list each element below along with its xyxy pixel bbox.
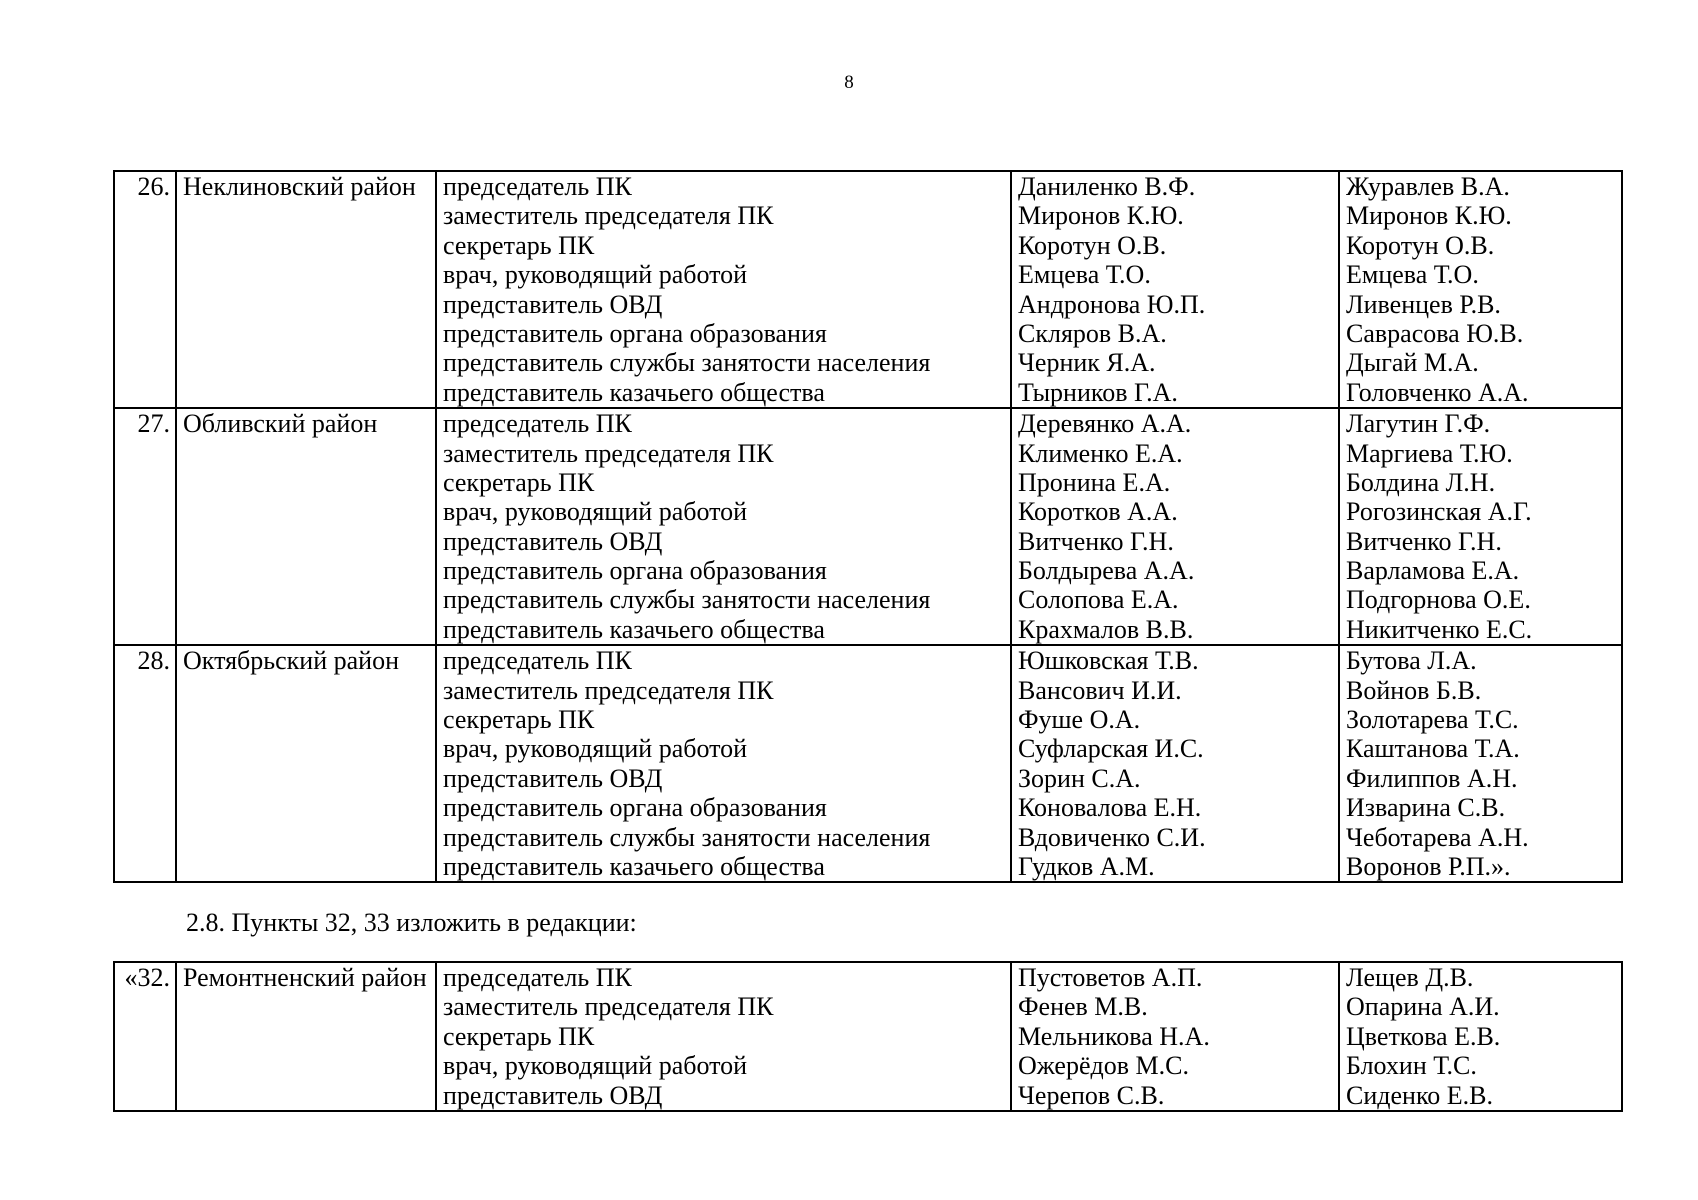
member-name: Даниленко В.Ф. bbox=[1018, 172, 1196, 201]
role-line: председатель ПК bbox=[443, 963, 632, 992]
reserve-name: Саврасова Ю.В. bbox=[1346, 318, 1524, 348]
reserve-name: Коротун О.В. bbox=[1346, 230, 1495, 260]
role-line: врач, руководящий работой bbox=[443, 497, 748, 527]
role-line: секретарь ПК bbox=[443, 467, 595, 497]
role-line: представитель ОВД bbox=[443, 1080, 663, 1110]
table-row bbox=[114, 171, 1622, 408]
reserve-name: Подгорнова О.Е. bbox=[1346, 585, 1531, 615]
member-name: Солопова Е.А. bbox=[1018, 585, 1179, 615]
member-name: Гудков А.М. bbox=[1018, 851, 1155, 881]
page-number: 8 bbox=[844, 72, 854, 93]
role-line: представитель казачьего общества bbox=[443, 614, 825, 644]
member-list bbox=[1011, 171, 1339, 408]
member-name: Вдовиченко С.И. bbox=[1018, 822, 1206, 852]
member-name: Коновалова Е.Н. bbox=[1018, 793, 1202, 823]
role-line: представитель ОВД bbox=[443, 289, 663, 319]
member-name: Суфларская И.С. bbox=[1018, 734, 1204, 764]
role-line: председатель ПК bbox=[443, 409, 632, 439]
member-name: Андронова Ю.П. bbox=[1018, 289, 1206, 319]
role-line: представитель казачьего общества bbox=[443, 377, 825, 407]
role-line: представитель ОВД bbox=[443, 763, 663, 793]
member-name: Черепов С.В. bbox=[1018, 1080, 1165, 1110]
member-name: Фуше О.А. bbox=[1018, 705, 1141, 735]
role-line: представитель казачьего общества bbox=[443, 851, 825, 881]
row-number: 28. bbox=[114, 645, 176, 882]
role-line: секретарь ПК bbox=[443, 230, 595, 260]
reserve-list bbox=[1339, 645, 1622, 882]
reserve-name: Воронов Р.П.». bbox=[1346, 851, 1511, 881]
member-name: Ожерёдов М.С. bbox=[1018, 1051, 1189, 1081]
member-name: Коротун О.В. bbox=[1018, 230, 1167, 260]
role-line: представитель органа образования bbox=[443, 556, 827, 586]
role-line: представитель службы занятости населения bbox=[443, 822, 931, 852]
reserve-name: Опарина А.И. bbox=[1346, 992, 1500, 1022]
district-name: Октябрьский район bbox=[176, 645, 436, 882]
member-name: Мельникова Н.А. bbox=[1018, 1021, 1210, 1051]
district-name: Неклиновский район bbox=[176, 171, 436, 408]
reserve-list bbox=[1339, 408, 1622, 645]
reserve-name: Бутова Л.А. bbox=[1346, 646, 1477, 676]
reserve-name: Лагутин Г.Ф. bbox=[1346, 409, 1491, 439]
reserve-name: Журавлев В.А. bbox=[1346, 172, 1510, 201]
member-name: Фенев М.В. bbox=[1018, 992, 1148, 1022]
reserve-name: Чеботарева А.Н. bbox=[1346, 822, 1529, 852]
member-name: Крахмалов В.В. bbox=[1018, 614, 1194, 644]
reserve-name: Емцева Т.О. bbox=[1346, 260, 1479, 290]
role-line: представитель службы занятости населения bbox=[443, 585, 931, 615]
member-name: Юшковская Т.В. bbox=[1018, 646, 1199, 676]
role-line: представитель ОВД bbox=[443, 526, 663, 556]
reserve-name: Маргиева Т.Ю. bbox=[1346, 438, 1513, 468]
role-line: врач, руководящий работой bbox=[443, 260, 748, 290]
reserve-name: Золотарева Т.С. bbox=[1346, 705, 1519, 735]
reserve-name: Ливенцев Р.В. bbox=[1346, 289, 1501, 319]
reserve-name: Дыгай М.А. bbox=[1346, 348, 1479, 378]
reserve-name: Никитченко Е.С. bbox=[1346, 614, 1533, 644]
member-name: Емцева Т.О. bbox=[1018, 260, 1151, 290]
member-name: Тырников Г.А. bbox=[1018, 377, 1178, 407]
reserve-name: Миронов К.Ю. bbox=[1346, 201, 1512, 231]
role-line: председатель ПК bbox=[443, 172, 632, 201]
row-number: 27. bbox=[114, 408, 176, 645]
member-name: Коротков А.А. bbox=[1018, 497, 1178, 527]
reserve-name: Рогозинская А.Г. bbox=[1346, 497, 1532, 527]
member-name: Пронина Е.А. bbox=[1018, 467, 1171, 497]
member-list bbox=[1011, 962, 1339, 1111]
member-name: Клименко Е.А. bbox=[1018, 438, 1183, 468]
reserve-list bbox=[1339, 171, 1622, 408]
district-name: Обливский район bbox=[176, 408, 436, 645]
reserve-name: Болдина Л.Н. bbox=[1346, 467, 1496, 497]
commission-table-2 bbox=[113, 961, 1623, 1112]
member-list bbox=[1011, 645, 1339, 882]
role-line: заместитель председателя ПК bbox=[443, 675, 774, 705]
role-line: врач, руководящий работой bbox=[443, 734, 748, 764]
member-name: Деревянко А.А. bbox=[1018, 409, 1192, 439]
reserve-name: Блохин Т.С. bbox=[1346, 1051, 1477, 1081]
row-number: «32. bbox=[114, 962, 176, 1111]
table-row bbox=[114, 645, 1622, 882]
paragraph-2-8: 2.8. Пункты 32, 33 изложить в редакции: bbox=[186, 908, 637, 937]
role-list bbox=[436, 171, 1011, 408]
role-list bbox=[436, 962, 1011, 1111]
reserve-name: Войнов Б.В. bbox=[1346, 675, 1482, 705]
role-line: секретарь ПК bbox=[443, 705, 595, 735]
reserve-name: Цветкова Е.В. bbox=[1346, 1021, 1501, 1051]
role-list bbox=[436, 408, 1011, 645]
reserve-name: Филиппов А.Н. bbox=[1346, 763, 1518, 793]
member-name: Вансович И.И. bbox=[1018, 675, 1182, 705]
role-line: секретарь ПК bbox=[443, 1021, 595, 1051]
role-line: врач, руководящий работой bbox=[443, 1051, 748, 1081]
role-line: представитель службы занятости населения bbox=[443, 348, 931, 378]
reserve-name: Головченко А.А. bbox=[1346, 377, 1529, 407]
member-name: Зорин С.А. bbox=[1018, 763, 1141, 793]
role-line: заместитель председателя ПК bbox=[443, 438, 774, 468]
reserve-name: Витченко Г.Н. bbox=[1346, 526, 1502, 556]
reserve-name: Сиденко Е.В. bbox=[1346, 1080, 1493, 1110]
table-row bbox=[114, 408, 1622, 645]
member-list bbox=[1011, 408, 1339, 645]
reserve-name: Варламова Е.А. bbox=[1346, 556, 1520, 586]
role-line: председатель ПК bbox=[443, 646, 632, 676]
reserve-name: Каштанова Т.А. bbox=[1346, 734, 1520, 764]
role-line: заместитель председателя ПК bbox=[443, 992, 774, 1022]
member-name: Болдырева А.А. bbox=[1018, 556, 1195, 586]
role-line: заместитель председателя ПК bbox=[443, 201, 774, 231]
member-name: Пустоветов А.П. bbox=[1018, 963, 1203, 992]
reserve-list bbox=[1339, 962, 1622, 1111]
role-line: представитель органа образования bbox=[443, 793, 827, 823]
member-name: Витченко Г.Н. bbox=[1018, 526, 1174, 556]
reserve-name: Лещев Д.В. bbox=[1346, 963, 1474, 992]
row-number: 26. bbox=[114, 171, 176, 408]
member-name: Скляров В.А. bbox=[1018, 318, 1167, 348]
member-name: Миронов К.Ю. bbox=[1018, 201, 1184, 231]
district-name: Ремонтненский район bbox=[176, 962, 436, 1111]
reserve-name: Изварина С.В. bbox=[1346, 793, 1506, 823]
role-line: представитель органа образования bbox=[443, 318, 827, 348]
table-row bbox=[114, 962, 1622, 1111]
member-name: Черник Я.А. bbox=[1018, 348, 1156, 378]
role-list bbox=[436, 645, 1011, 882]
commission-table-1 bbox=[113, 170, 1623, 883]
